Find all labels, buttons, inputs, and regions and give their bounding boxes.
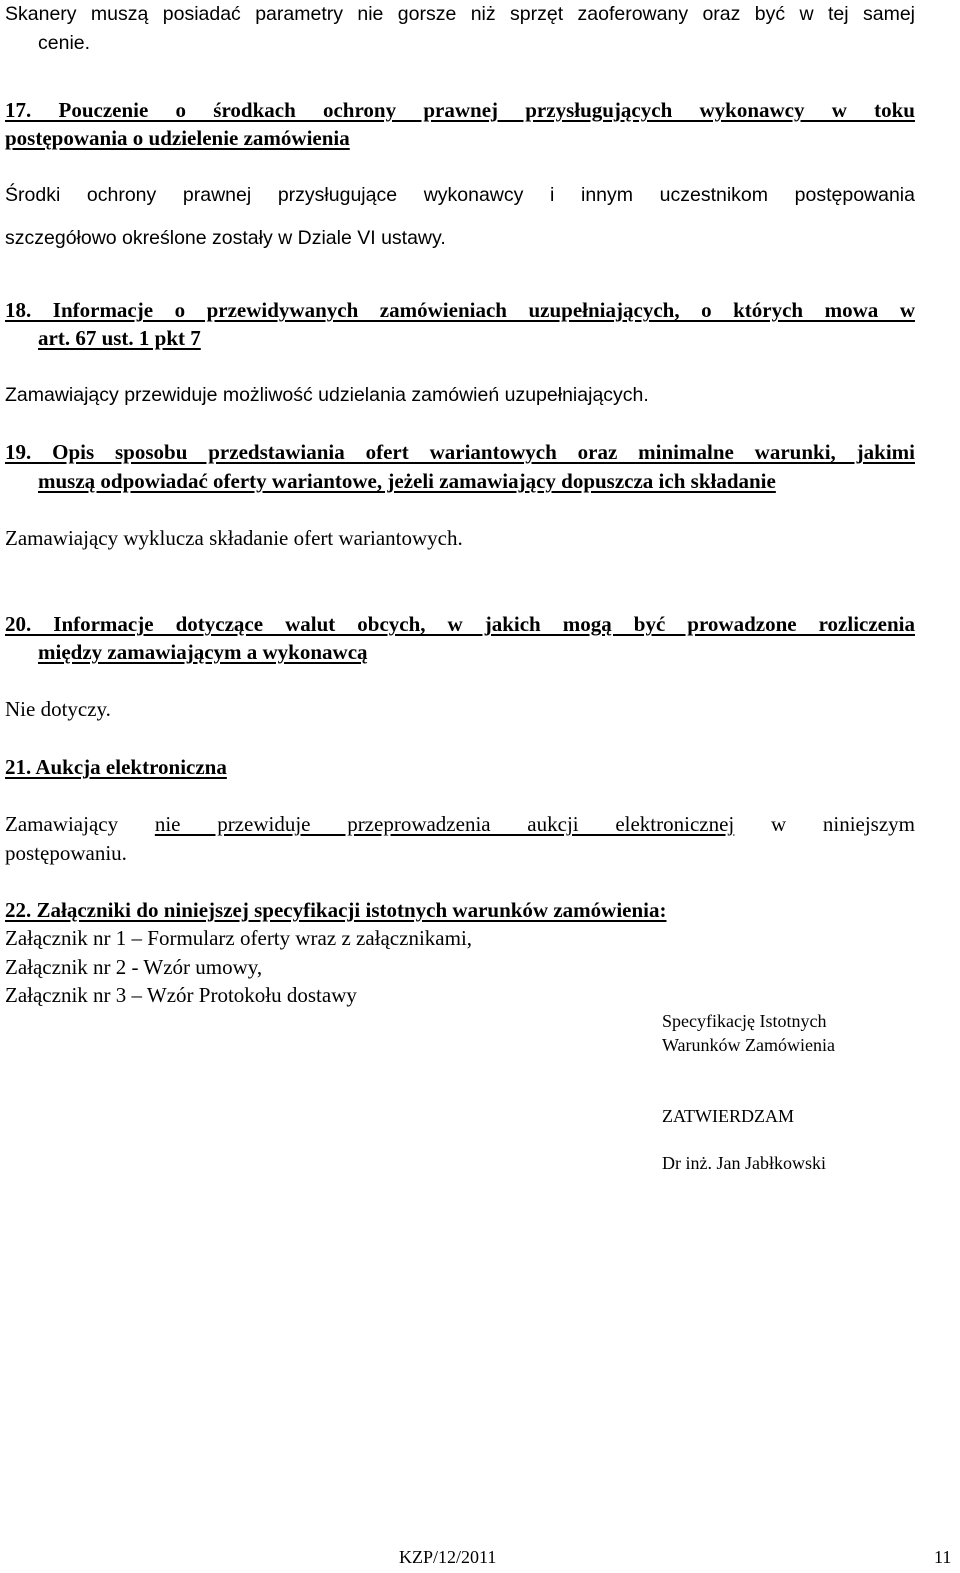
section-22-heading-colon: : xyxy=(659,898,667,922)
signature-name: Dr inż. Jan Jabłkowski xyxy=(662,1153,826,1173)
section-22-heading: 22. Załączniki do niniejszej specyfikacji istotnych warunków zamówienia xyxy=(5,898,660,922)
section-18-heading-line-1: 18. Informacje o przewidywanych zamówieniach uzupełniających, o których mowa w xyxy=(5,298,915,322)
section-18-heading-line-2: art. 67 ust. 1 pkt 7 xyxy=(38,326,201,350)
section-18-body: Zamawiający przewiduje możliwość udzielania zamówień uzupełniających. xyxy=(5,384,649,406)
section-19-body: Zamawiający wyklucza składanie ofert wariantowych. xyxy=(5,526,463,550)
section-17-heading-line-1: 17. Pouczenie o środkach ochrony prawnej przysługujących wykonawcy w toku xyxy=(5,98,915,122)
signature-line-2: Warunków Zamówienia xyxy=(662,1035,835,1055)
section-21-body-word-1: Zamawiający xyxy=(5,812,119,836)
attachment-item-3: Załącznik nr 3 – Wzór Protokołu dostawy xyxy=(5,983,357,1007)
footer-code: KZP/12/2011 xyxy=(399,1547,497,1567)
section-21-body-line-1 xyxy=(5,810,915,839)
intro-line-2: cenie. xyxy=(38,32,91,54)
attachment-item-1: Załącznik nr 1 – Formularz oferty wraz z załącznikami, xyxy=(5,926,473,950)
footer-page-number: 11 xyxy=(934,1547,952,1567)
section-22-heading-line xyxy=(5,896,667,925)
section-20-body: Nie dotyczy. xyxy=(5,697,111,721)
section-20-heading-line-2: między zamawiającym a wykonawcą xyxy=(38,640,368,664)
section-21-heading: 21. Aukcja elektroniczna xyxy=(5,755,227,779)
signature-line-1: Specyfikację Istotnych xyxy=(662,1011,827,1031)
section-19-heading-line-2: muszą odpowiadać oferty wariantowe, jeżeli zamawiający dopuszcza ich składanie xyxy=(38,469,776,493)
section-21-body-line-2: postępowaniu. xyxy=(5,841,127,865)
attachment-item-2: Załącznik nr 2 - Wzór umowy, xyxy=(5,955,263,979)
section-19-heading-line-1: 19. Opis sposobu przedstawiania ofert wariantowych oraz minimalne warunki, jakimi xyxy=(5,440,915,464)
section-21-body-underlined: nie przewiduje przeprowadzenia aukcji elektronicznej xyxy=(154,812,735,836)
section-21-body-word-2: w niniejszym xyxy=(770,812,916,836)
section-17-heading-line-2: postępowania o udzielenie zamówienia xyxy=(5,126,350,150)
section-17-body-line-2: szczegółowo określone zostały w Dziale VI ustawy. xyxy=(5,227,446,249)
signature-approve: ZATWIERDZAM xyxy=(662,1106,794,1126)
intro-line-1: Skanery muszą posiadać parametry nie gorsze niż sprzęt zaoferowany oraz być w tej samej xyxy=(5,3,915,25)
section-20-heading-line-1: 20. Informacje dotyczące walut obcych, w jakich mogą być prowadzone rozliczenia xyxy=(5,612,915,636)
section-17-body-line-1: Środki ochrony prawnej przysługujące wykonawcy i innym uczestnikom postępowania xyxy=(5,184,915,206)
